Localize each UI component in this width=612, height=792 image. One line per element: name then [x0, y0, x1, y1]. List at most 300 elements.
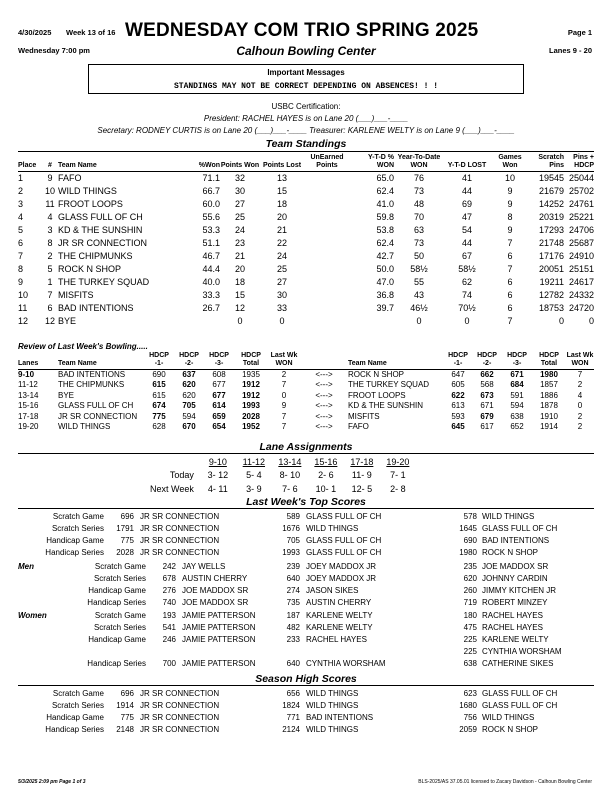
- review-cell: 673: [480, 390, 494, 400]
- standings-cell: 15: [234, 290, 245, 300]
- standings-cell: [304, 250, 350, 263]
- standings-cell: 5: [18, 225, 24, 235]
- standings-cell: [304, 211, 350, 224]
- standings-cell: 74: [461, 290, 472, 300]
- standings-row: [18, 276, 594, 289]
- page-number: Page 1: [567, 28, 592, 37]
- standings-row: [18, 302, 594, 315]
- score-cell: Handicap Game: [46, 536, 104, 545]
- standings-cell: 24706: [568, 225, 594, 235]
- standings-cell: BYE: [58, 316, 77, 326]
- footer-license: BLS-2025/AS 37.05.01 licensed to Zacary Davidson - Calhoun Bowling Center: [418, 779, 592, 785]
- standings-cell: 46½: [410, 303, 428, 313]
- standings-cell: 7: [507, 264, 513, 274]
- standings-cell: 67: [461, 251, 472, 261]
- standings-cell: 20: [276, 212, 287, 222]
- score-cell: GLASS FULL OF CH: [482, 689, 558, 698]
- standings-cell: 18753: [538, 303, 564, 313]
- score-cell: 235: [463, 562, 477, 571]
- standings-cell: 62.4: [376, 186, 394, 196]
- standings-cell: 0: [416, 316, 422, 326]
- review-cell: 2: [281, 370, 287, 379]
- standings-cell: 70½: [458, 303, 476, 313]
- standings-cell: 12782: [538, 290, 564, 300]
- standings-cell: 41.0: [376, 199, 394, 209]
- review-cell: 2028: [242, 411, 260, 421]
- standings-cell: WILD THINGS: [58, 186, 117, 196]
- standings-cell: 69: [461, 199, 472, 209]
- standings-cell: 76: [413, 173, 424, 183]
- review-cell: <--->: [315, 370, 333, 379]
- standings-row: [18, 198, 594, 211]
- review-cell: THE CHIPMUNKS: [58, 380, 125, 390]
- lane-number: 17-18: [350, 457, 374, 467]
- standings-cell: FAFO: [58, 173, 82, 183]
- review-cell: 1912: [242, 380, 260, 390]
- score-cell: KARLENE WELTY: [306, 623, 373, 632]
- score-cell: 775: [120, 536, 134, 545]
- score-cell: WILD THINGS: [306, 524, 359, 533]
- score-cell: WILD THINGS: [306, 701, 359, 710]
- score-cell: AUSTIN CHERRY: [182, 574, 248, 583]
- score-cell: 719: [463, 598, 477, 607]
- standings-cell: 10: [44, 186, 55, 196]
- week-number: Week 13 of 16: [66, 28, 116, 37]
- standings-cell: 21679: [538, 186, 564, 196]
- standings-cell: 8: [47, 238, 53, 248]
- score-cell: 620: [463, 574, 477, 583]
- standings-cell: 73: [413, 186, 424, 196]
- lane-number: 9-10: [208, 457, 227, 467]
- review-table: [18, 352, 594, 432]
- review-cell: 0: [577, 401, 583, 411]
- standings-cell: 27: [234, 199, 245, 209]
- score-cell: 180: [463, 611, 477, 620]
- league-title: WEDNESDAY COM TRIO SPRING 2025: [125, 20, 479, 41]
- lane-pair: 11- 9: [351, 470, 372, 480]
- score-cell: Handicap Series: [45, 548, 104, 557]
- lane-pair: 2- 6: [318, 470, 334, 480]
- usbc-certification: USBC Certification:: [271, 102, 341, 111]
- standings-row: [18, 211, 594, 224]
- standings-cell: 11: [45, 199, 55, 209]
- lane-assignment-label: Today: [169, 470, 194, 480]
- standings-cell: [304, 289, 350, 302]
- standings-cell: 3: [47, 225, 53, 235]
- review-cell: 775: [152, 411, 166, 421]
- review-cell: 637: [182, 370, 196, 379]
- score-cell: 678: [162, 574, 176, 583]
- standings-row: [18, 224, 594, 237]
- review-cell: 647: [451, 370, 465, 379]
- standings-cell: 0: [464, 316, 470, 326]
- review-header: HDCP -2-: [174, 352, 204, 370]
- score-cell: AUSTIN CHERRY: [306, 598, 372, 607]
- review-cell: 662: [480, 370, 494, 379]
- score-cell: JOEY MADDOX JR: [306, 562, 377, 571]
- review-cell: 13-14: [18, 390, 39, 400]
- score-cell: 578: [463, 512, 477, 521]
- review-cell: 608: [212, 370, 226, 379]
- review-cell: 615: [152, 390, 166, 400]
- standings-cell: 19545: [538, 173, 564, 183]
- score-cell: Scratch Game: [52, 512, 104, 521]
- score-cell: JAMIE PATTERSON: [182, 635, 256, 644]
- standings-cell: 26.7: [202, 303, 220, 313]
- standings-cell: 7: [18, 251, 24, 261]
- score-cell: 696: [120, 512, 134, 521]
- review-cell: 690: [152, 370, 166, 379]
- review-header: HDCP -3-: [204, 352, 234, 370]
- standings-cell: 20319: [538, 212, 564, 222]
- standings-cell: 21748: [538, 238, 564, 248]
- score-cell: RACHEL HAYES: [306, 635, 367, 644]
- standings-cell: 33.3: [202, 290, 220, 300]
- standings-cell: 6: [507, 277, 513, 287]
- score-cell: 242: [162, 562, 176, 571]
- score-cell: JR SR CONNECTION: [140, 548, 220, 557]
- standings-cell: 30: [276, 290, 287, 300]
- standings-cell: 10: [504, 173, 515, 183]
- standings-cell: KD & THE SUNSHIN: [58, 225, 143, 235]
- standings-cell: 58½: [458, 264, 476, 274]
- standings-cell: 24910: [568, 251, 594, 261]
- standings-header: Games Won: [490, 154, 530, 172]
- standings-cell: 53.3: [202, 225, 220, 235]
- review-cell: 671: [480, 401, 494, 411]
- messages-heading: Important Messages: [267, 68, 345, 77]
- divider: [18, 453, 594, 454]
- review-cell: 674: [152, 401, 166, 411]
- standings-cell: FROOT LOOPS: [58, 199, 123, 209]
- standings-cell: 62.4: [376, 238, 394, 248]
- standings-cell: 44.4: [202, 264, 220, 274]
- review-header: HDCP -1-: [444, 352, 472, 370]
- score-cell: 700: [162, 659, 176, 668]
- standings-cell: [304, 198, 350, 211]
- review-cell: 594: [510, 401, 524, 411]
- standings-cell: 12: [18, 316, 29, 326]
- score-cell: JAMIE PATTERSON: [182, 659, 256, 668]
- lane-assignment-row: [150, 482, 416, 496]
- divider: [18, 685, 594, 686]
- score-cell: JR SR CONNECTION: [140, 725, 220, 734]
- standings-cell: 47.0: [376, 277, 394, 287]
- score-cell: 2124: [282, 725, 300, 734]
- messages-text: STANDINGS MAY NOT BE CORRECT DEPENDING ON ABSENCES! ! !: [173, 82, 439, 91]
- standings-cell: 2: [47, 251, 53, 261]
- review-cell: 4: [577, 390, 583, 400]
- score-cell: Scratch Series: [93, 623, 146, 632]
- score-cell: Handicap Series: [45, 725, 104, 734]
- review-cell: 654: [212, 422, 226, 432]
- score-cell: Handicap Series: [87, 659, 146, 668]
- standings-cell: 40.0: [202, 277, 220, 287]
- standings-cell: [304, 224, 350, 237]
- review-cell: THE TURKEY SQUAD: [348, 380, 430, 390]
- score-cell: 705: [286, 536, 300, 545]
- review-header: Team Name: [348, 352, 444, 370]
- score-cell: CATHERINE SIKES: [482, 659, 554, 668]
- lane-pair: 5- 4: [246, 470, 262, 480]
- review-cell: 7: [281, 422, 287, 432]
- review-cell: 620: [182, 390, 196, 400]
- standings-row: [18, 185, 594, 198]
- lane-number: 15-16: [314, 457, 338, 467]
- standings-cell: 66.7: [202, 186, 220, 196]
- review-cell: 628: [152, 422, 166, 432]
- standings-cell: 7: [507, 316, 513, 326]
- standings-cell: 44: [461, 186, 472, 196]
- review-header: HDCP -3-: [502, 352, 532, 370]
- review-cell: 605: [451, 380, 465, 390]
- score-cell: 589: [286, 512, 300, 521]
- bowling-center-name: Calhoun Bowling Center: [236, 44, 376, 58]
- lane-pair: 2- 8: [390, 484, 406, 494]
- score-cell: JOE MADDOX SR: [182, 598, 249, 607]
- review-header: [300, 352, 348, 370]
- score-cell: 541: [162, 623, 176, 632]
- review-header: Last Wk WON: [268, 352, 300, 370]
- review-row: [18, 370, 594, 381]
- review-header: Team Name: [58, 352, 144, 370]
- review-cell: 613: [451, 401, 465, 411]
- review-title: Review of Last Week's Bowling.....: [18, 342, 148, 351]
- standings-cell: 42.7: [376, 251, 394, 261]
- standings-cell: [350, 315, 394, 328]
- score-cell: JAMIE PATTERSON: [182, 623, 256, 632]
- standings-row: [18, 237, 594, 250]
- standings-cell: 70: [413, 212, 424, 222]
- review-cell: 638: [510, 411, 524, 421]
- standings-row: [18, 289, 594, 302]
- score-cell: GLASS FULL OF CH: [482, 701, 558, 710]
- review-cell: JR SR CONNECTION: [58, 411, 138, 421]
- score-cell: 656: [286, 689, 300, 698]
- score-cell: WILD THINGS: [482, 512, 535, 521]
- standings-cell: 25221: [568, 212, 594, 222]
- score-cell: WILD THINGS: [482, 713, 535, 722]
- standings-cell: THE CHIPMUNKS: [58, 251, 133, 261]
- standings-header: UnEarned Points: [304, 154, 350, 172]
- standings-cell: 7: [47, 290, 53, 300]
- standings-cell: 0: [558, 316, 564, 326]
- standings-cell: 18: [234, 277, 245, 287]
- score-cell: 1993: [282, 548, 300, 557]
- review-cell: ROCK N SHOP: [348, 370, 405, 379]
- lane-number: 13-14: [278, 457, 302, 467]
- score-cell: JR SR CONNECTION: [140, 524, 220, 533]
- lane-pair: 8- 10: [279, 470, 301, 480]
- standings-row: [18, 172, 594, 186]
- standings-cell: 9: [507, 199, 513, 209]
- standings-cell: 65.0: [376, 173, 394, 183]
- standings-cell: 7: [507, 238, 513, 248]
- score-cell: 246: [162, 635, 176, 644]
- standings-cell: 12: [44, 316, 55, 326]
- score-cell: GLASS FULL OF CH: [306, 512, 382, 521]
- score-cell: 756: [463, 713, 477, 722]
- score-cell: 482: [286, 623, 300, 632]
- score-cell: KARLENE WELTY: [482, 635, 549, 644]
- score-cell: 771: [286, 713, 300, 722]
- standings-cell: 25151: [568, 264, 594, 274]
- review-header: HDCP -2-: [472, 352, 502, 370]
- standings-cell: 11: [18, 303, 28, 313]
- standings-cell: [304, 302, 350, 315]
- standings-cell: 0: [237, 316, 243, 326]
- standings-cell: 73: [413, 238, 424, 248]
- score-cell: JOE MADDOX SR: [482, 562, 549, 571]
- standings-cell: 47: [461, 212, 472, 222]
- standings-table: [18, 154, 594, 328]
- lane-pair: 12- 5: [351, 484, 373, 494]
- score-cell: JOEY MADDOX JR: [306, 574, 377, 583]
- standings-header: Y-T-D LOST: [444, 154, 490, 172]
- standings-cell: 13: [276, 173, 287, 183]
- standings-cell: [304, 263, 350, 276]
- score-cell: 274: [286, 586, 300, 595]
- score-cell: ROBERT MINZEY: [482, 598, 548, 607]
- standings-cell: 25: [276, 264, 287, 274]
- score-cell: KARLENE WELTY: [306, 611, 373, 620]
- day-time: Wednesday 7:00 pm: [18, 46, 90, 55]
- review-cell: 659: [212, 411, 226, 421]
- standings-cell: 3: [18, 199, 24, 209]
- standings-cell: THE TURKEY SQUAD: [58, 277, 150, 287]
- standings-cell: 24: [276, 251, 287, 261]
- standings-cell: [170, 315, 220, 328]
- review-cell: MISFITS: [348, 411, 380, 421]
- standings-cell: 6: [18, 238, 24, 248]
- score-cell: 1680: [459, 701, 477, 710]
- score-cell: 1645: [459, 524, 477, 533]
- score-cell: 2059: [459, 725, 477, 734]
- standings-cell: 9: [507, 225, 513, 235]
- score-cell: CYNTHIA WORSHAM: [306, 659, 386, 668]
- review-header: Last Wk WON: [566, 352, 594, 370]
- review-cell: 677: [212, 390, 226, 400]
- score-cell: WILD THINGS: [306, 689, 359, 698]
- review-cell: 1914: [540, 422, 558, 432]
- score-cell: BAD INTENTIONS: [306, 713, 374, 722]
- standings-cell: 24720: [568, 303, 594, 313]
- review-cell: <--->: [315, 390, 333, 400]
- review-cell: WILD THINGS: [58, 422, 111, 432]
- standings-cell: 24: [234, 225, 245, 235]
- standings-cell: 44: [461, 238, 472, 248]
- standings-cell: 4: [47, 212, 53, 222]
- review-cell: 9-10: [18, 370, 35, 379]
- review-cell: 1886: [540, 390, 558, 400]
- standings-cell: ROCK N SHOP: [58, 264, 122, 274]
- standings-cell: 15: [276, 186, 287, 196]
- standings-cell: 51.1: [202, 238, 220, 248]
- divider: [18, 151, 594, 152]
- review-row: [18, 401, 594, 411]
- review-header: Lanes: [18, 352, 58, 370]
- standings-cell: 23: [234, 238, 245, 248]
- score-cell: 775: [120, 713, 134, 722]
- standings-cell: 6: [507, 290, 513, 300]
- standings-cell: 59.8: [376, 212, 394, 222]
- standings-header: Scratch Pins: [530, 154, 564, 172]
- review-cell: 614: [212, 401, 226, 411]
- score-cell: 623: [463, 689, 477, 698]
- review-cell: 2: [577, 422, 583, 432]
- score-cell: 225: [463, 635, 477, 644]
- score-cell: 740: [162, 598, 176, 607]
- score-cell: Scratch Game: [94, 611, 146, 620]
- score-cell: Scratch Game: [94, 562, 146, 571]
- standings-header: #: [42, 154, 58, 172]
- score-cell: BAD INTENTIONS: [482, 536, 550, 545]
- standings-cell: 48: [413, 199, 424, 209]
- standings-header: Pins + HDCP: [564, 154, 594, 172]
- review-cell: 7: [577, 370, 583, 379]
- standings-cell: 17176: [538, 251, 564, 261]
- standings-cell: GLASS FULL OF CH: [58, 212, 143, 222]
- review-header: HDCP -1-: [144, 352, 174, 370]
- standings-cell: 20: [234, 264, 245, 274]
- review-cell: 1857: [540, 380, 558, 390]
- lane-pair: 4- 11: [207, 484, 228, 494]
- standings-cell: 8: [18, 264, 24, 274]
- review-cell: <--->: [315, 401, 333, 411]
- standings-cell: 43: [413, 290, 424, 300]
- standings-cell: 55: [413, 277, 424, 287]
- standings-cell: 50: [413, 251, 424, 261]
- score-cell: Scratch Series: [51, 701, 104, 710]
- review-cell: 670: [182, 422, 196, 432]
- score-cell: 233: [286, 635, 300, 644]
- score-cell: JOE MADDOX SR: [182, 586, 249, 595]
- score-cell: CYNTHIA WORSHAM: [482, 647, 562, 656]
- lane-number: 19-20: [386, 457, 410, 467]
- score-cell: Handicap Game: [46, 713, 104, 722]
- standings-cell: 25687: [568, 238, 594, 248]
- review-cell: 679: [480, 411, 494, 421]
- score-cell: GLASS FULL OF CH: [306, 548, 382, 557]
- review-cell: 2: [577, 380, 583, 390]
- score-cell: JIMMY KITCHEN JR: [482, 586, 557, 595]
- score-cell: Scratch Series: [93, 574, 146, 583]
- standings-cell: 58½: [410, 264, 428, 274]
- review-cell: 671: [510, 370, 524, 379]
- review-cell: KD & THE SUNSHIN: [348, 401, 423, 411]
- review-cell: 652: [510, 422, 524, 432]
- score-cell: Scratch Game: [52, 689, 104, 698]
- divider: [18, 508, 594, 509]
- score-cell: Handicap Game: [88, 635, 146, 644]
- standings-cell: 14252: [538, 199, 564, 209]
- lane-spacer: [150, 456, 200, 468]
- score-cell: 735: [286, 598, 300, 607]
- score-cell: 475: [463, 623, 477, 632]
- score-cell: JR SR CONNECTION: [140, 536, 220, 545]
- secretary-treasurer-line: Secretary: RODNEY CURTIS is on Lane 20 (___)___-____ Treasurer: KARLENE WELTY is on Lane 9 (___)___-____: [97, 126, 515, 135]
- standings-cell: 22: [276, 238, 287, 248]
- score-cell: ROCK N SHOP: [482, 725, 539, 734]
- review-cell: 617: [480, 422, 494, 432]
- president-line: President: RACHEL HAYES is on Lane 20 (___)___-____: [203, 114, 409, 123]
- standings-cell: 46.7: [202, 251, 220, 261]
- standings-cell: BAD INTENTIONS: [58, 303, 134, 313]
- review-row: [18, 380, 594, 390]
- standings-cell: 60.0: [202, 199, 220, 209]
- standings-cell: MISFITS: [58, 290, 94, 300]
- standings-cell: 54: [461, 225, 472, 235]
